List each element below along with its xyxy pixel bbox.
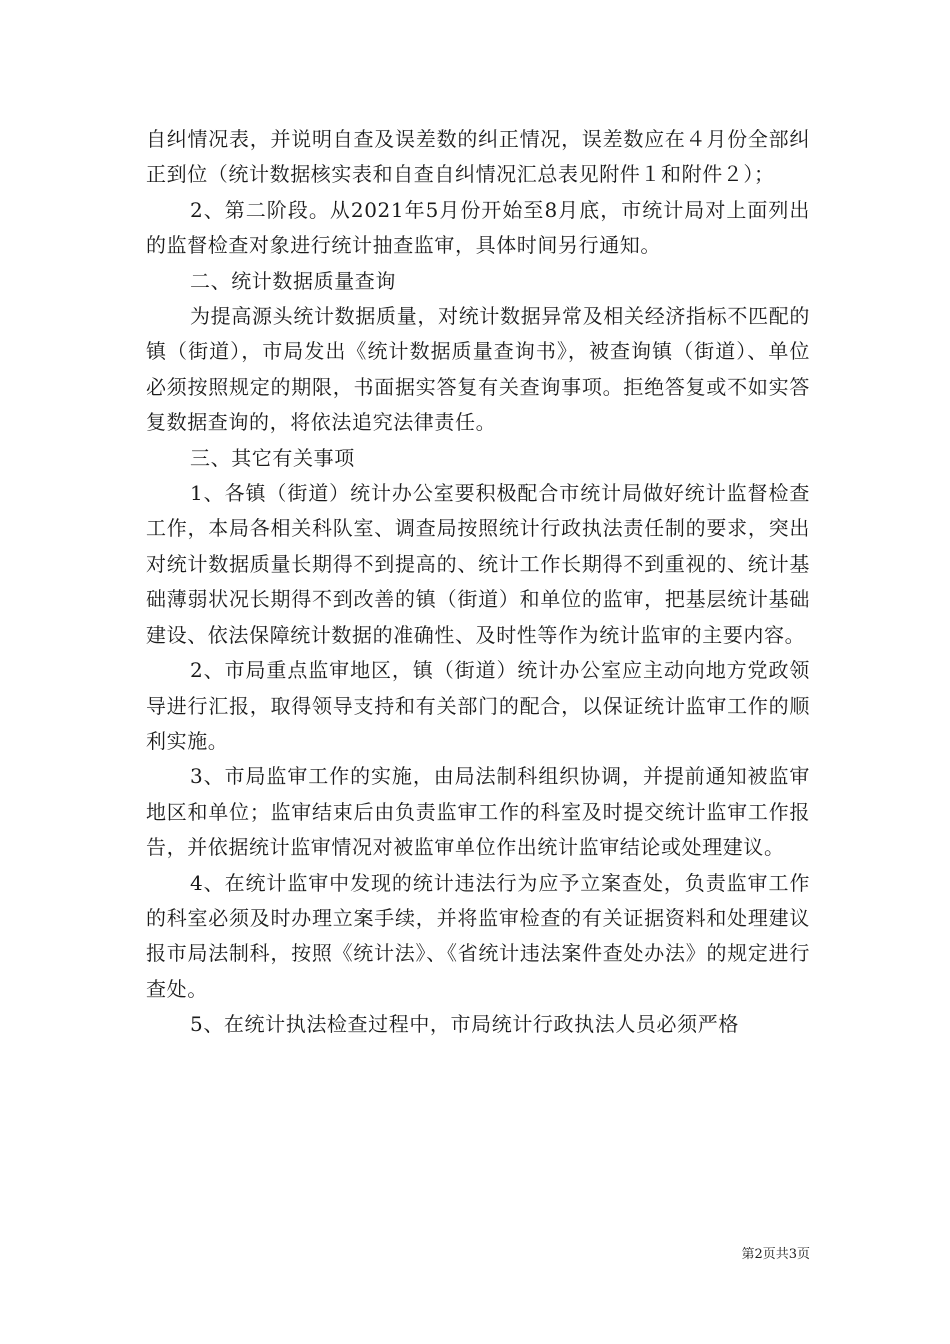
paragraph-item-4: 4、在统计监审中发现的统计违法行为应予立案查处，负责监审工作的科室必须及时办理立案手续，并将监审检查的有关证据资料和处理建议报市局法制科，按照《统计法》、《省统计违法案件查处办法》的规定进行查处。 — [146, 870, 810, 1001]
paragraph-item-2: 2、市局重点监审地区，镇（街道）统计办公室应主动向地方党政领导进行汇报，取得领导支持和有关部门的配合，以保证统计监审工作的顺利实施。 — [146, 658, 810, 753]
paragraph-data-quality-query: 为提高源头统计数据质量，对统计数据异常及相关经济指标不匹配的镇（街道），市局发出《统计数据质量查询书》，被查询镇（街道）、单位必须按照规定的期限，书面据实答复有关查询事项。拒绝答复或不如实答复数据查询的，将依法追究法律责任。 — [146, 304, 810, 435]
document-body — [146, 122, 810, 1043]
paragraph-stage-two: 2、第二阶段。从2021年5月份开始至8月底，市统计局对上面列出的监督检查对象进行统计抽查监审，具体时间另行通知。 — [146, 197, 810, 258]
page-number-footer: 第2页共3页 — [741, 1247, 810, 1262]
section-heading-data-quality-query: 二、统计数据质量查询 — [190, 268, 396, 293]
paragraph-item-3: 3、市局监审工作的实施，由局法制科组织协调，并提前通知被监审地区和单位；监审结束后由负责监审工作的科室及时提交统计监审工作报告，并依据统计监审情况对被监审单位作出统计监审结论或处理建议。 — [146, 764, 810, 860]
paragraph-continuation: 自纠情况表，并说明自查及误差数的纠正情况，误差数应在４月份全部纠正到位（统计数据核实表和自查自纠情况汇总表见附件１和附件２）； — [146, 127, 810, 187]
paragraph-item-5: 5、在统计执法检查过程中，市局统计行政执法人员必须严格 — [190, 1012, 739, 1037]
paragraph-item-1: 1、各镇（街道）统计办公室要积极配合市统计局做好统计监督检查工作，本局各相关科队室、调查局按照统计行政执法责任制的要求，突出对统计数据质量长期得不到提高的、统计工作长期得不到重视的、统计基础薄弱状况长期得不到改善的镇（街道）和单位的监审，把基层统计基础建设、依法保障统计数据的准确性、及时性等作为统计监审的主要内容。 — [146, 481, 810, 647]
section-heading-other-matters: 三、其它有关事项 — [190, 445, 355, 470]
